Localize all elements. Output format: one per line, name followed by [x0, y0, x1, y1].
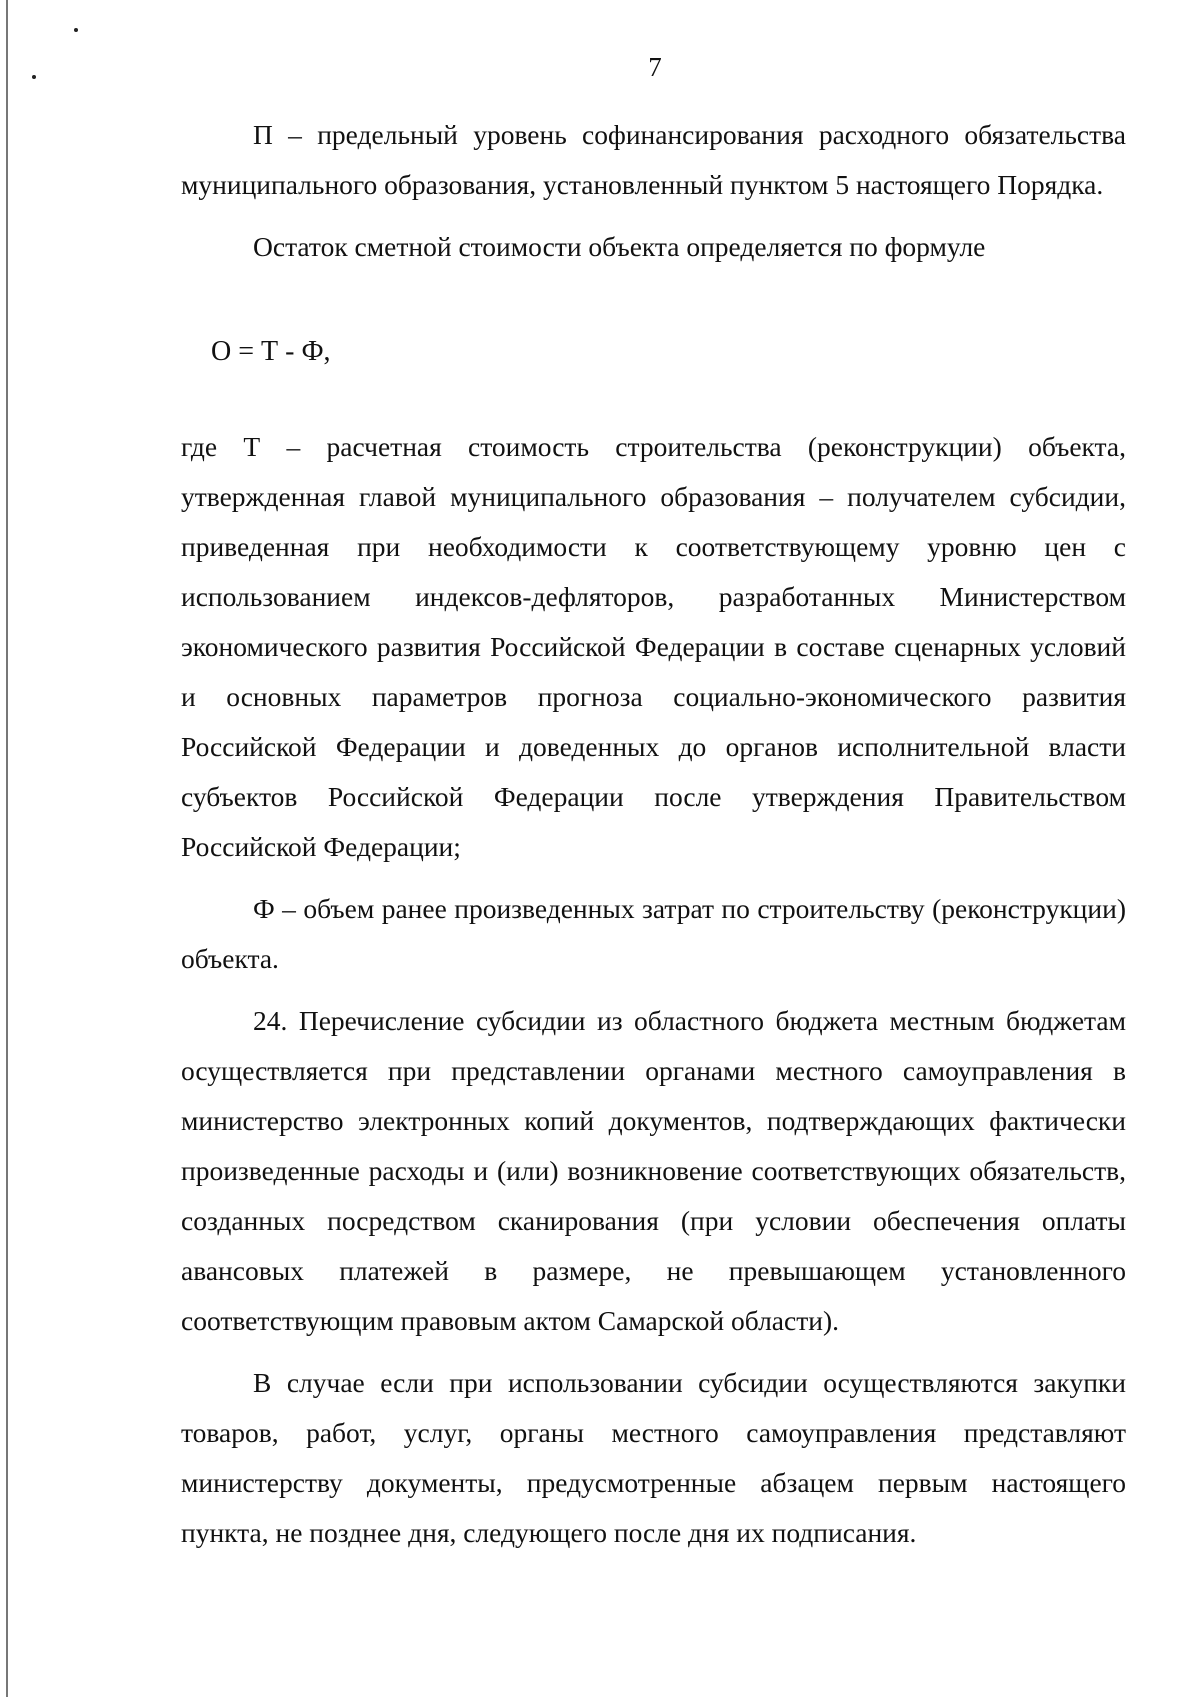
formula: О = Т - Ф,	[211, 336, 331, 367]
paragraph-remainder-intro: Остаток сметной стоимости объекта определяется по формуле	[253, 231, 986, 262]
paragraph-t-definition: где Т – расчетная стоимость строительства (реконструкции) объекта, утвержденная главой муниципального образования – получателем субсидии, приведенная при необходимости к соответствующему уровню цен с использованием индексов-дефляторов, разработанных Министерством экономического развития Российской Федерации в составе сценарных условий и основных параметров прогноза социально-экономического развития Российской Федерации и доведенных до органов исполнительной власти субъектов Российской Федерации после утверждения Правительством Российской Федерации;	[181, 431, 1126, 862]
paragraph-f-definition: Ф – объем ранее произведенных затрат по строительству (реконструкции) объекта.	[181, 893, 1126, 974]
paragraph-procurement: В случае если при использовании субсидии осуществляются закупки товаров, работ, услуг, органы местного самоуправления представляют министерству документы, предусмотренные абзацем первым настоящего пункта, не позднее дня, следующего после дня их подписания.	[181, 1367, 1126, 1548]
page-number: 7	[648, 52, 662, 82]
scan-edge	[6, 0, 8, 1697]
paragraph-item-24: 24. Перечисление субсидии из областного бюджета местным бюджетам осуществляется при представлении органами местного самоуправления в министерство электронных копий документов, подтверждающих фактически произведенные расходы и (или) возникновение соответствующих обязательств, созданных посредством сканирования (при условии обеспечения оплаты авансовых платежей в размере, не превышающем установленного соответствующим правовым актом Самарской области).	[181, 1005, 1126, 1336]
paragraph-p-definition: П – предельный уровень софинансирования расходного обязательства муниципального образования, установленный пунктом 5 настоящего Порядка.	[181, 119, 1126, 200]
scan-speck	[74, 28, 78, 32]
document-body	[181, 110, 1126, 1570]
